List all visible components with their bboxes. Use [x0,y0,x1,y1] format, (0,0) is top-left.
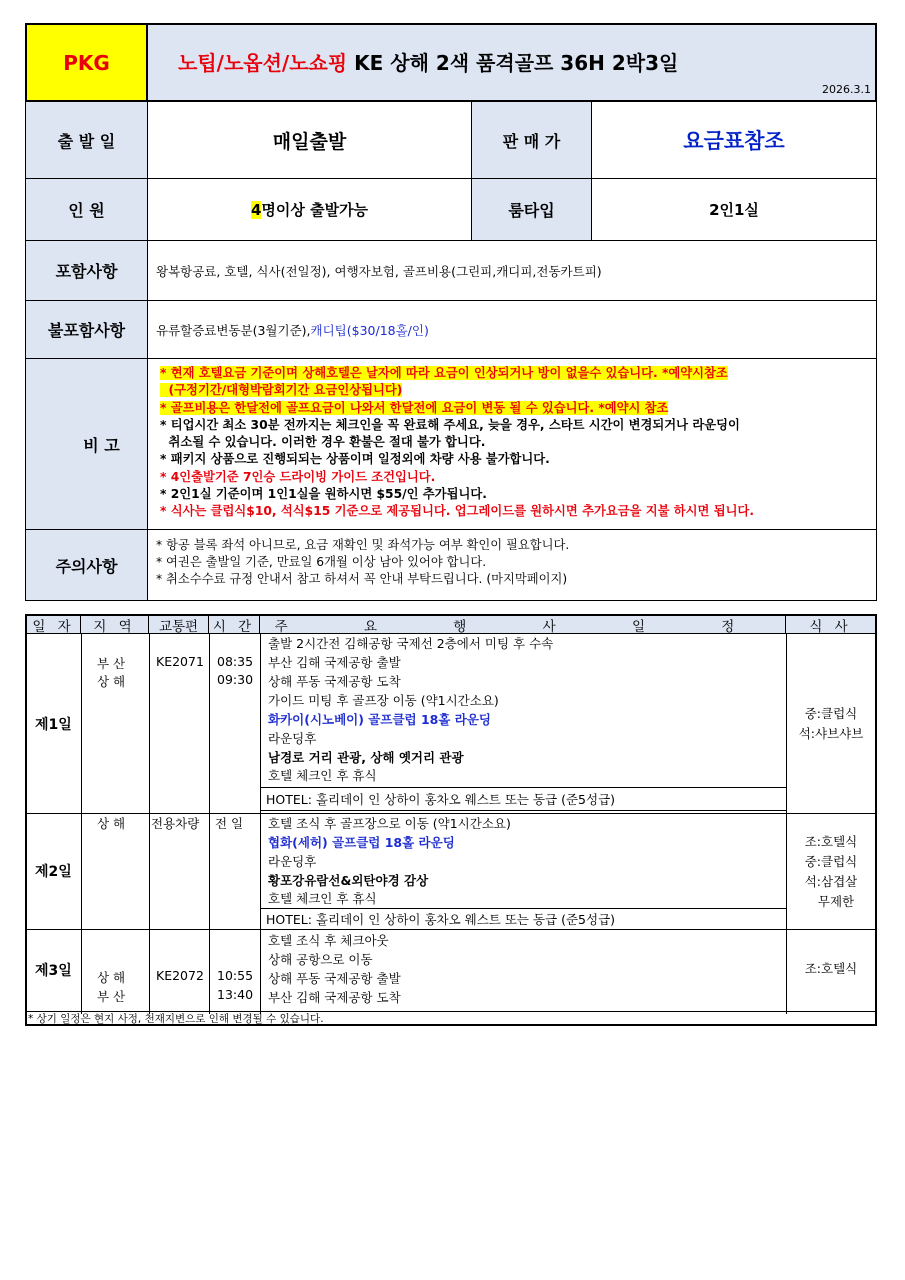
included-value: 왕복항공료, 호텔, 식사(전일정), 여행자보험, 골프비용(그린피,캐디피,전동카트피) [147,240,877,301]
itinerary-item: 화카이(시노베이) 골프클럽 18홀 라운딩 [268,712,492,727]
pkg-badge: PKG [25,23,148,102]
revision-date: 2026.3.1 [822,83,871,96]
itinerary-item: 협화(세허) 골프클럽 18홀 라운딩 [268,835,455,850]
itinerary-table [25,614,877,1026]
notes-list [147,358,877,530]
region: 부 산 [97,989,126,1004]
column-divider [81,634,82,1014]
time: 09:30 [217,672,254,687]
itinerary-item: 호텔 조식 후 체크아웃 [268,933,389,948]
column-divider [149,634,150,1014]
included-label: 포함사항 [25,240,148,301]
time: 전 일 [215,816,244,831]
header-time: 시 간 [209,616,260,634]
product-title: 노팁/노옵션/노쇼핑 KE 상해 2색 품격골프 36H 2박3일 [178,51,679,75]
room-type-value: 2인1실 [591,178,877,241]
note-item: * 4인출발기준 7인승 드라이빙 가이드 조건입니다. [160,469,436,484]
room-type-label: 룸타입 [471,178,592,241]
itinerary-item: 호텔 조식 후 골프장으로 이동 (약1시간소요) [268,816,511,831]
itinerary-item: 황포강유람선&외탄야경 감상 [268,873,429,888]
notes-label: 비 고 [25,358,148,530]
note-item: * 현재 호텔요금 기준이며 상해호텔은 날자에 따라 요금이 인상되거나 방이 없을수 있습니다. *예약시참조 [160,366,728,380]
note-item: * 골프비용은 한달전에 골프요금이 나와서 한달전에 요금이 변동 될 수 있습니다. *예약시 참조 [160,400,669,415]
itinerary-item: 출발 2시간전 김해공항 국제선 2층에서 미팅 후 수속 [268,636,554,651]
note-item: * 2인1실 기준이며 1인1실을 원하시면 $55/인 추가됩니다. [160,487,487,502]
day-label: 제2일 [35,864,72,880]
caution-list [147,529,877,601]
time: 13:40 [217,987,254,1002]
price-value: 요금표참조 [591,101,877,179]
people-label: 인 원 [25,178,148,241]
caution-item: * 취소수수료 규정 안내서 참고 하셔서 꼭 안내 부탁드립니다. (마지막페이지) [156,572,568,586]
time: 10:55 [217,968,254,983]
region: 부 산 [97,656,126,671]
note-item: * 티업시간 최소 30분 전까지는 체크인을 꼭 완료해 주세요, 늦을 경우, 스타트 시간이 변경되거나 라운딩이 [160,417,740,432]
excluded-label: 불포함사항 [25,300,148,359]
product-title-box [146,23,877,102]
itinerary-item: 호텔 체크인 후 휴식 [268,891,377,906]
header-transport: 교통편 [149,616,209,634]
note-item: * 식사는 클럽식$10, 석식$15 기준으로 제공됩니다. 업그레이드를 원하시면 추가요금을 지불 하시면 됩니다. [160,504,755,519]
itinerary-item: 라운딩후 [268,731,317,746]
note-item: (구정기간/대형박람회기간 요금인상됩니다) [160,383,403,398]
schedule-footnote: * 상기 일정은 현지 사정, 천재지변으로 인해 변경될 수 있습니다. [28,1013,324,1025]
header-meals: 식 사 [786,616,875,634]
meals: 중:클럽식 석:샤브샤브 [798,706,864,741]
header-region: 지 역 [81,616,149,634]
hotel-info: HOTEL: 홀리데이 인 상하이 홍차오 웨스트 또는 동급 (준5성급) [260,787,787,811]
region: 상 해 [97,674,126,689]
caution-item: * 여권은 출발일 기준, 만료일 6개월 이상 남아 있어야 합니다. [156,555,487,569]
flight-number: KE2072 [156,968,204,983]
region: 상 해 [97,970,126,985]
caution-label: 주의사항 [25,529,148,601]
time: 08:35 [217,654,254,669]
note-item: * 패키지 상품으로 진행되되는 상품이며 일정외에 차량 사용 불가합니다. [160,452,550,467]
flight-number: KE2071 [156,654,204,669]
itinerary-item: 호텔 체크인 후 휴식 [268,768,377,783]
itinerary-item: 부산 김해 국제공항 도착 [268,990,401,1005]
people-value: 4 명이상 출발가능 [147,178,472,241]
meals: 조:호텔식 중:클럽식 석:삼겹살 무제한 [804,834,858,909]
column-divider [209,634,210,1014]
meals: 조:호텔식 [804,961,858,976]
itinerary-item: 상해 푸동 국제공항 출발 [268,971,401,986]
day-label: 제1일 [35,717,72,733]
itinerary-item: 남경로 거리 관광, 상해 옛거리 관광 [268,750,464,765]
day-label: 제3일 [35,963,72,979]
column-divider [260,634,261,1014]
header-itinerary: 주 요 행 사 일 정 [260,616,786,634]
excluded-value: 유류할증료변동분(3월기준), 캐디팁($30/18홀/인) [147,300,877,359]
header-date: 일 자 [27,616,81,634]
hotel-info: HOTEL: 홀리데이 인 상하이 홍차오 웨스트 또는 동급 (준5성급) [260,908,787,930]
itinerary-item: 라운딩후 [268,854,317,869]
itinerary-item: 가이드 미팅 후 골프장 이동 (약1시간소요) [268,693,499,708]
departure-value: 매일출발 [147,101,472,179]
note-item: 취소될 수 있습니다. 이러한 경우 환불은 절대 불가 합니다. [160,435,486,450]
itinerary-item: 상해 공항으로 이동 [268,952,373,967]
itinerary-item: 상해 푸동 국제공항 도착 [268,674,401,689]
caution-item: * 항공 블록 좌석 아니므로, 요금 재확인 및 좌석가능 여부 확인이 필요합니다. [156,538,570,552]
price-label: 판 매 가 [471,101,592,179]
column-divider [786,634,787,1014]
transport: 전용차량 [151,816,200,831]
itinerary-item: 부산 김해 국제공항 출발 [268,655,401,670]
departure-label: 출 발 일 [25,101,148,179]
region: 상 해 [97,816,126,831]
